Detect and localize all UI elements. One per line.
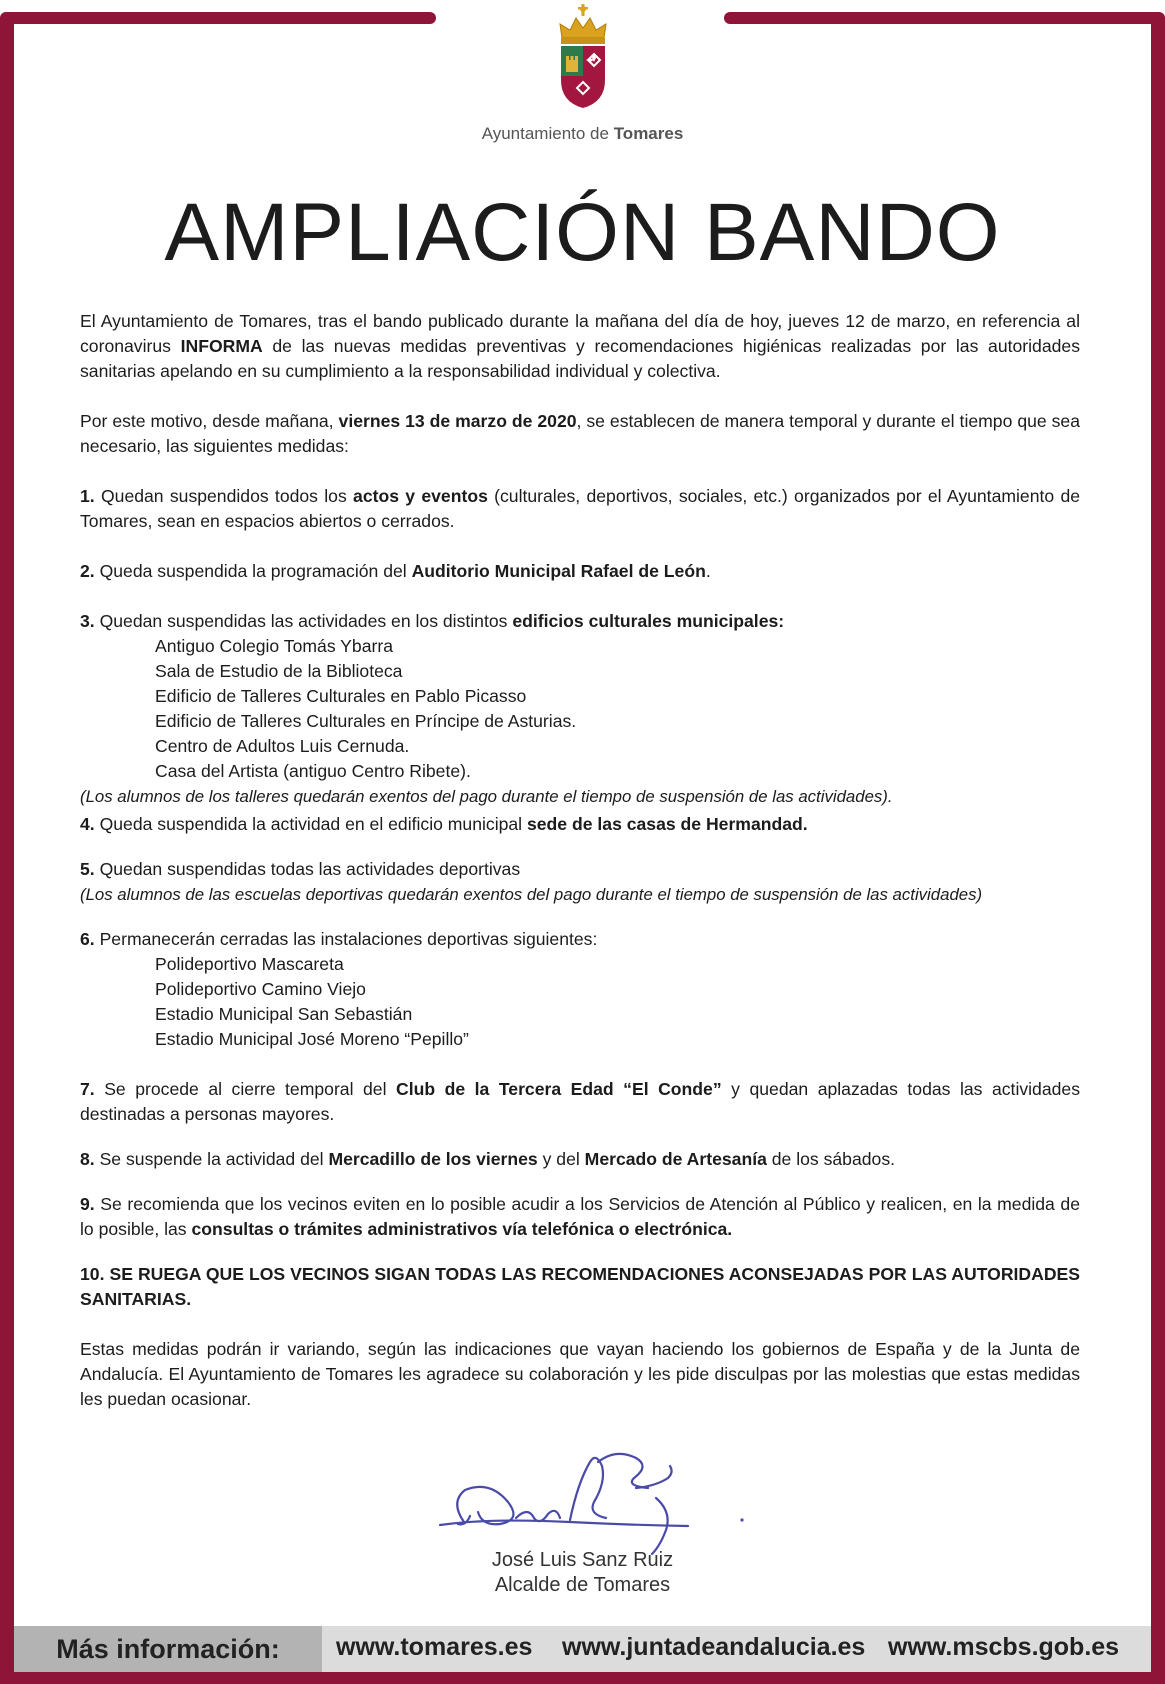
organization-name: Ayuntamiento de Tomares [481, 124, 684, 143]
list-item: Estadio Municipal José Moreno “Pepillo” [155, 1029, 469, 1049]
list-item: Polideportivo Mascareta [155, 954, 344, 974]
list-item: Edificio de Talleres Culturales en Pablo Picasso [155, 686, 527, 706]
footer-label: Más información: [14, 1626, 322, 1672]
frame-top-right-border [724, 12, 1165, 24]
coat-of-arms-icon [552, 2, 614, 110]
list-item: Edificio de Talleres Culturales en Príncipe de Asturias. [155, 711, 577, 731]
measure-7: 7. Se procede al cierre temporal del Club de la Tercera Edad “El Conde” y quedan aplazadas todas las actividades destinadas a personas mayores. [80, 1079, 1080, 1124]
frame-top-left-border [0, 12, 436, 24]
measure-8: 8. Se suspende la actividad del Mercadillo de los viernes y del Mercado de Artesanía de los sábados. [80, 1149, 896, 1169]
list-item: Estadio Municipal San Sebastián [155, 1004, 413, 1024]
list-item: Sala de Estudio de la Biblioteca [155, 661, 403, 681]
closing-paragraph: Estas medidas podrán ir variando, según las indicaciones que vayan haciendo los gobiernos de España y de la Junta de Andalucía. El Ayuntamiento de Tomares les agradece su colaboración y les pide disculpas por las molestias que estas medidas les puedan ocasionar. [80, 1339, 1080, 1409]
measure-1: 1. Quedan suspendidos todos los actos y eventos (culturales, deportivos, sociales, etc.) organizados por el Ayuntamiento de Tomares, sean en espacios abiertos o cerrados. [80, 486, 1081, 531]
footer-link-junta[interactable]: www.juntadeandalucia.es [562, 1633, 866, 1661]
list-item: Polideportivo Camino Viejo [155, 979, 366, 999]
measure-2: 2. Queda suspendida la programación del Auditorio Municipal Rafael de León. [80, 561, 711, 581]
frame-bottom-border [0, 1672, 1165, 1684]
intro-paragraph-1: El Ayuntamiento de Tomares, tras el bando publicado durante la mañana del día de hoy, jueves 12 de marzo, en referencia al coronavirus INFORMA de las nuevas medidas preventivas y recomendaciones higiénicas realizadas por las autoridades sanitarias apelando en su cumplimiento a la responsabilidad individual y colectiva. [80, 311, 1080, 381]
footer-link-tomares[interactable]: www.tomares.es [336, 1633, 533, 1661]
measure-5-note: (Los alumnos de las escuelas deportivas quedarán exentos del pago durante el tiempo de suspensión de las actividades) [80, 885, 983, 904]
page-title: AMPLIACIÓN BANDO [164, 187, 1001, 278]
document-body [80, 309, 1080, 1412]
measure-3-note: (Los alumnos de los talleres quedarán exentos del pago durante el tiempo de suspensión de las actividades). [80, 787, 893, 806]
measure-3: 3. Quedan suspendidas las actividades en los distintos edificios culturales municipales: [80, 611, 785, 631]
footer-link-mscbs[interactable]: www.mscbs.gob.es [888, 1633, 1120, 1661]
measure-10: 10. SE RUEGA QUE LOS VECINOS SIGAN TODAS LAS RECOMENDACIONES ACONSEJADAS POR LAS AUTORIDADES SANITARIAS. [80, 1264, 1080, 1309]
list-item: Antiguo Colegio Tomás Ybarra [155, 636, 393, 656]
signatory-role: Alcalde de Tomares [494, 1574, 671, 1596]
intro-paragraph-2: Por este motivo, desde mañana, viernes 13 de marzo de 2020, se establecen de manera temporal y durante el tiempo que sea necesario, las siguientes medidas: [80, 411, 1080, 456]
measure-4: 4. Queda suspendida la actividad en el edificio municipal sede de las casas de Hermandad. [80, 814, 808, 834]
handwritten-signature [430, 1442, 750, 1562]
list-item: Casa del Artista (antiguo Centro Ribete). [155, 761, 471, 781]
measure-6: 6. Permanecerán cerradas las instalaciones deportivas siguientes: [80, 929, 598, 949]
measure-9: 9. Se recomienda que los vecinos eviten en lo posible acudir a los Servicios de Atención al Público y realicen, en la medida de lo posible, las consultas o trámites administrativos vía telefónica o electrónica. [80, 1194, 1080, 1239]
list-item: Centro de Adultos Luis Cernuda. [155, 736, 410, 756]
signatory-name: José Luis Sanz Ruiz [491, 1549, 674, 1571]
signatory [0, 1548, 1165, 1598]
measure-5: 5. Quedan suspendidas todas las actividades deportivas [80, 859, 521, 879]
